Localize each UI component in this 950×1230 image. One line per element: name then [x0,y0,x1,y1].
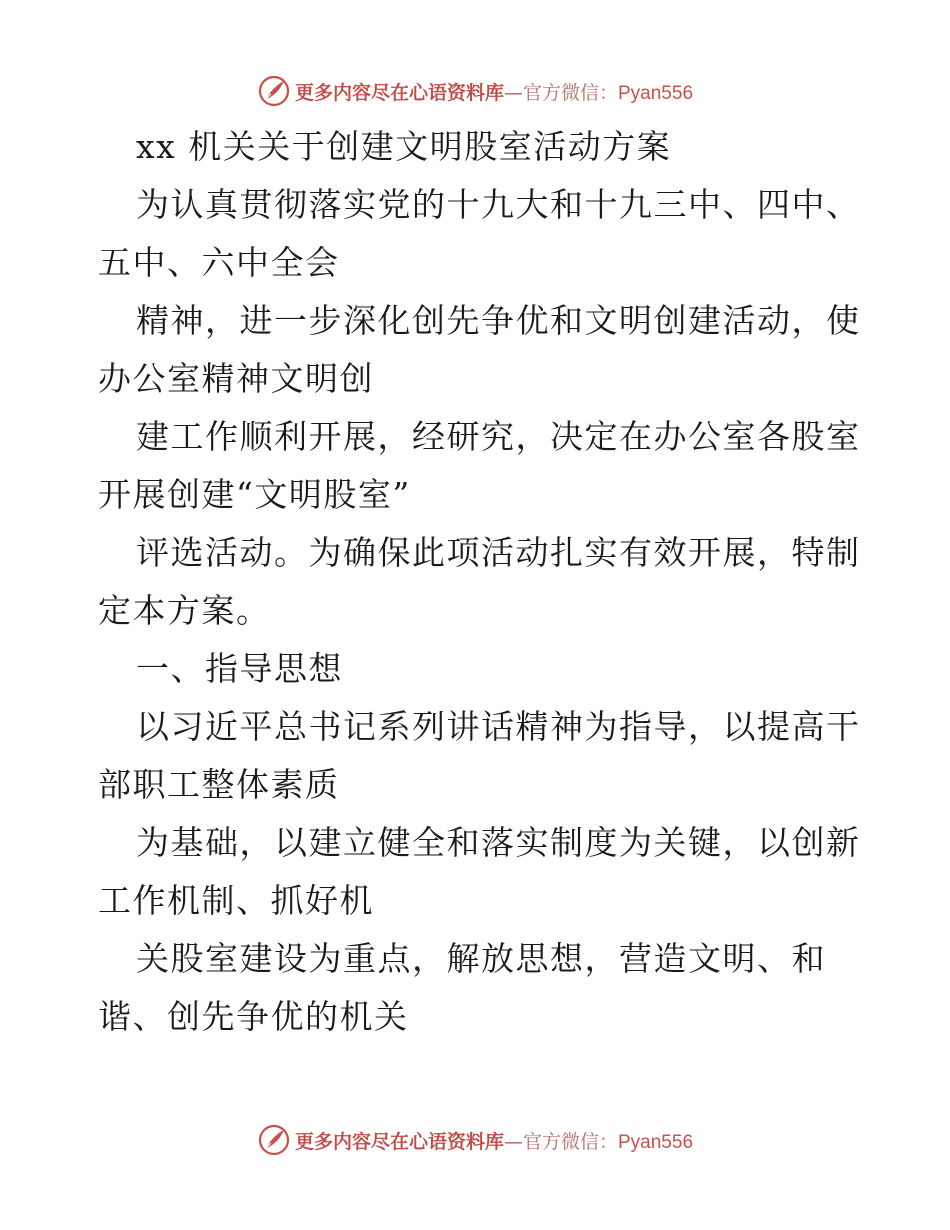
document-line: 以习近平总书记系列讲话精神为指导，以提高干 [136,707,861,746]
document-line: 评选活动。为确保此项活动扎实有效开展，特制 [136,533,861,572]
wechat-label: 官方微信： [522,1130,618,1153]
separator-dash: — [503,1130,523,1153]
document-line: 定本方案。 [98,591,271,630]
footer-watermark-banner [0,1120,950,1160]
quill-pen-icon [257,74,291,108]
document-line: 一、指导思想 [136,649,343,688]
document-line: 为基础，以建立健全和落实制度为关键，以创新 [136,823,861,862]
site-name: 更多内容尽在心语资料库 [294,81,504,104]
document-line: 谐、创先争优的机关 [98,997,409,1036]
watermark-text [295,1127,693,1154]
document-body [98,118,861,1046]
document-line: xx 机关关于创建文明股室活动方案 [136,127,672,166]
document-line: 建工作顺利开展，经研究，决定在办公室各股室 [136,417,861,456]
document-line: 精神，进一步深化创先争优和文明创建活动，使 [136,301,861,340]
document-line: 为认真贯彻落实党的十九大和十九三中、四中、 [136,185,861,224]
document-line: 办公室精神文明创 [98,359,374,398]
separator-dash: — [503,81,523,104]
quill-pen-icon [257,1123,291,1157]
document-line: 关股室建设为重点，解放思想，营造文明、和 [136,939,826,978]
document-line: 工作机制、抓好机 [98,881,374,920]
watermark-text [295,78,693,105]
document-line: 五中、六中全会 [98,243,340,282]
header-watermark-banner [0,71,950,111]
site-name: 更多内容尽在心语资料库 [294,1130,504,1153]
wechat-account: Pyan556 [618,82,694,104]
wechat-label: 官方微信： [522,81,618,104]
document-line: 部职工整体素质 [98,765,340,804]
wechat-account: Pyan556 [618,1131,694,1153]
document-line: 开展创建“文明股室” [98,475,411,514]
